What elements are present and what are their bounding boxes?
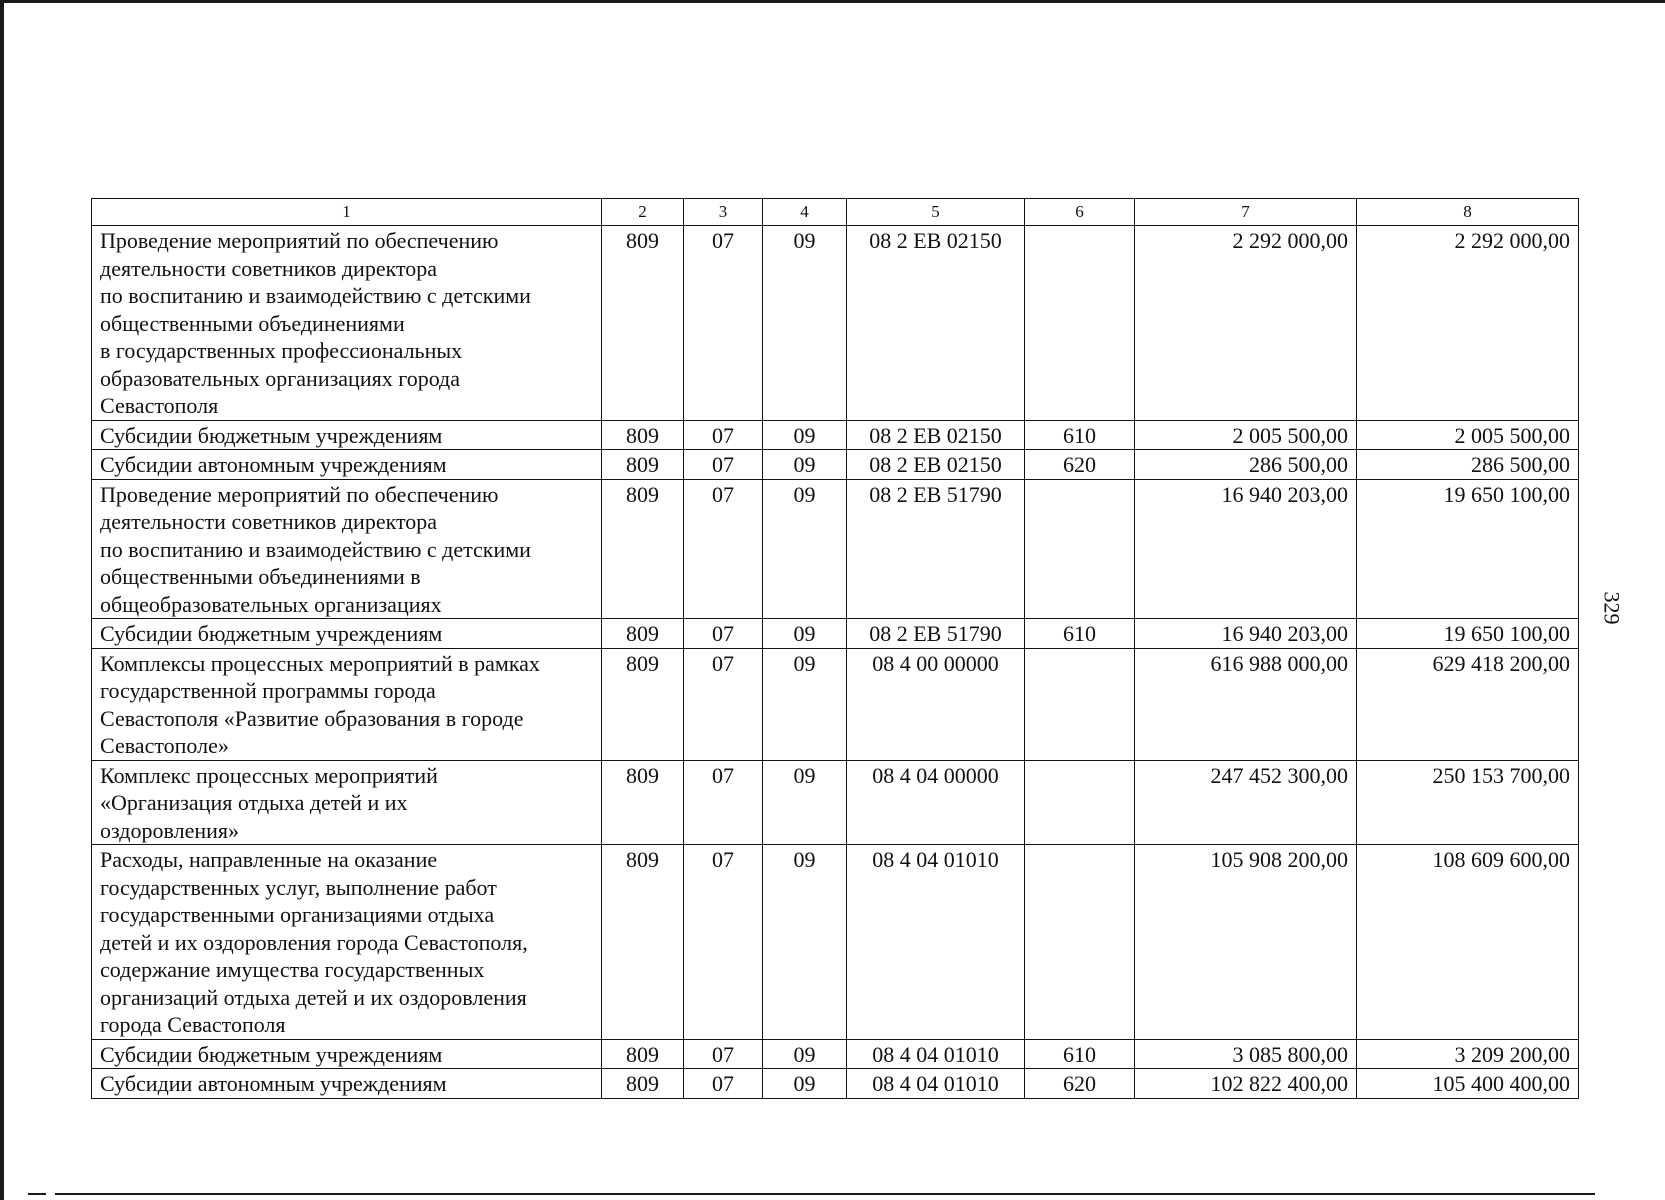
row-sum-year1-cell: 247 452 300,00: [1135, 760, 1357, 845]
row-rz-cell: 07: [684, 450, 763, 480]
row-name-cell: Субсидии автономным учреждениям: [92, 1069, 602, 1099]
row-rz-cell: 07: [684, 420, 763, 450]
row-pr-cell: 09: [763, 760, 847, 845]
row-csr-cell: 08 4 04 00000: [847, 760, 1025, 845]
row-csr-cell: 08 2 EB 02150: [847, 420, 1025, 450]
row-name-cell: Субсидии бюджетным учреждениям: [92, 619, 602, 649]
table-row: [92, 479, 1579, 619]
row-name-cell: Комплекс процессных мероприятий «Организация отдыха детей и их оздоровления»: [92, 760, 602, 845]
row-vr-cell: 610: [1025, 420, 1135, 450]
header-cell: 5: [847, 199, 1025, 226]
row-sum-year2-cell: 19 650 100,00: [1357, 479, 1579, 619]
header-cell: 8: [1357, 199, 1579, 226]
row-sum-year1-cell: 16 940 203,00: [1135, 619, 1357, 649]
row-ved-cell: 809: [602, 226, 684, 421]
row-vr-cell: 620: [1025, 1069, 1135, 1099]
row-ved-cell: 809: [602, 1069, 684, 1099]
header-cell: 3: [684, 199, 763, 226]
row-pr-cell: 09: [763, 1039, 847, 1069]
table-row: [92, 760, 1579, 845]
row-sum-year2-cell: 250 153 700,00: [1357, 760, 1579, 845]
row-name-cell: Проведение мероприятий по обеспечению деятельности советников директора по воспитанию и взаимодействию с детскими общественными объединениями в общеобразовательных организациях: [92, 479, 602, 619]
scan-top-border: [0, 0, 1665, 3]
budget-table: [91, 198, 1579, 1099]
row-sum-year1-cell: 2 292 000,00: [1135, 226, 1357, 421]
table-row: [92, 226, 1579, 421]
row-sum-year2-cell: 3 209 200,00: [1357, 1039, 1579, 1069]
header-cell: 4: [763, 199, 847, 226]
row-csr-cell: 08 2 EB 02150: [847, 450, 1025, 480]
table-row: [92, 845, 1579, 1040]
row-rz-cell: 07: [684, 648, 763, 760]
row-ved-cell: 809: [602, 648, 684, 760]
table-row: [92, 648, 1579, 760]
row-vr-cell: [1025, 479, 1135, 619]
header-cell: 2: [602, 199, 684, 226]
row-ved-cell: 809: [602, 420, 684, 450]
row-rz-cell: 07: [684, 1069, 763, 1099]
row-pr-cell: 09: [763, 450, 847, 480]
row-vr-cell: [1025, 648, 1135, 760]
table-header-row: [92, 199, 1579, 226]
row-pr-cell: 09: [763, 1069, 847, 1099]
row-sum-year2-cell: 286 500,00: [1357, 450, 1579, 480]
row-csr-cell: 08 2 EB 02150: [847, 226, 1025, 421]
row-ved-cell: 809: [602, 450, 684, 480]
row-pr-cell: 09: [763, 479, 847, 619]
row-sum-year2-cell: 108 609 600,00: [1357, 845, 1579, 1040]
header-cell: 6: [1025, 199, 1135, 226]
row-vr-cell: 610: [1025, 1039, 1135, 1069]
row-rz-cell: 07: [684, 479, 763, 619]
row-rz-cell: 07: [684, 760, 763, 845]
table-row: [92, 619, 1579, 649]
row-sum-year1-cell: 102 822 400,00: [1135, 1069, 1357, 1099]
scan-bottom-line: [55, 1193, 1595, 1195]
row-pr-cell: 09: [763, 845, 847, 1040]
row-rz-cell: 07: [684, 1039, 763, 1069]
row-pr-cell: 09: [763, 226, 847, 421]
row-csr-cell: 08 4 04 01010: [847, 1069, 1025, 1099]
row-vr-cell: [1025, 760, 1135, 845]
scan-left-border: [0, 0, 4, 1200]
row-pr-cell: 09: [763, 648, 847, 760]
row-csr-cell: 08 4 00 00000: [847, 648, 1025, 760]
row-name-cell: Проведение мероприятий по обеспечению деятельности советников директора по воспитанию и взаимодействию с детскими общественными объединениями в государственных профессиональных образовательных организациях города Севастополя: [92, 226, 602, 421]
row-ved-cell: 809: [602, 479, 684, 619]
table-row: [92, 1069, 1579, 1099]
header-cell: 1: [92, 199, 602, 226]
row-rz-cell: 07: [684, 226, 763, 421]
row-csr-cell: 08 2 EB 51790: [847, 479, 1025, 619]
row-sum-year1-cell: 2 005 500,00: [1135, 420, 1357, 450]
row-ved-cell: 809: [602, 619, 684, 649]
page-number: 329: [1599, 591, 1625, 625]
row-sum-year2-cell: 2 292 000,00: [1357, 226, 1579, 421]
row-csr-cell: 08 4 04 01010: [847, 845, 1025, 1040]
row-csr-cell: 08 4 04 01010: [847, 1039, 1025, 1069]
row-sum-year1-cell: 3 085 800,00: [1135, 1039, 1357, 1069]
row-vr-cell: [1025, 845, 1135, 1040]
row-sum-year2-cell: 2 005 500,00: [1357, 420, 1579, 450]
row-ved-cell: 809: [602, 845, 684, 1040]
row-sum-year1-cell: 286 500,00: [1135, 450, 1357, 480]
row-sum-year1-cell: 616 988 000,00: [1135, 648, 1357, 760]
row-sum-year1-cell: 16 940 203,00: [1135, 479, 1357, 619]
row-rz-cell: 07: [684, 619, 763, 649]
row-name-cell: Субсидии бюджетным учреждениям: [92, 420, 602, 450]
row-csr-cell: 08 2 EB 51790: [847, 619, 1025, 649]
table-row: [92, 420, 1579, 450]
row-name-cell: Субсидии автономным учреждениям: [92, 450, 602, 480]
row-sum-year1-cell: 105 908 200,00: [1135, 845, 1357, 1040]
row-pr-cell: 09: [763, 619, 847, 649]
row-vr-cell: 610: [1025, 619, 1135, 649]
row-name-cell: Субсидии бюджетным учреждениям: [92, 1039, 602, 1069]
row-sum-year2-cell: 19 650 100,00: [1357, 619, 1579, 649]
table-row: [92, 450, 1579, 480]
row-pr-cell: 09: [763, 420, 847, 450]
row-ved-cell: 809: [602, 1039, 684, 1069]
row-vr-cell: [1025, 226, 1135, 421]
row-rz-cell: 07: [684, 845, 763, 1040]
header-cell: 7: [1135, 199, 1357, 226]
row-vr-cell: 620: [1025, 450, 1135, 480]
row-ved-cell: 809: [602, 760, 684, 845]
row-sum-year2-cell: 629 418 200,00: [1357, 648, 1579, 760]
row-name-cell: Комплексы процессных мероприятий в рамках государственной программы города Севастополя «Развитие образования в городе Севастополе»: [92, 648, 602, 760]
scan-bottom-dash: [28, 1193, 46, 1195]
table-row: [92, 1039, 1579, 1069]
row-sum-year2-cell: 105 400 400,00: [1357, 1069, 1579, 1099]
row-name-cell: Расходы, направленные на оказание государственных услуг, выполнение работ государственными организациями отдыха детей и их оздоровления города Севастополя, содержание имущества государственных организаций отдыха детей и их оздоровления города Севастополя: [92, 845, 602, 1040]
